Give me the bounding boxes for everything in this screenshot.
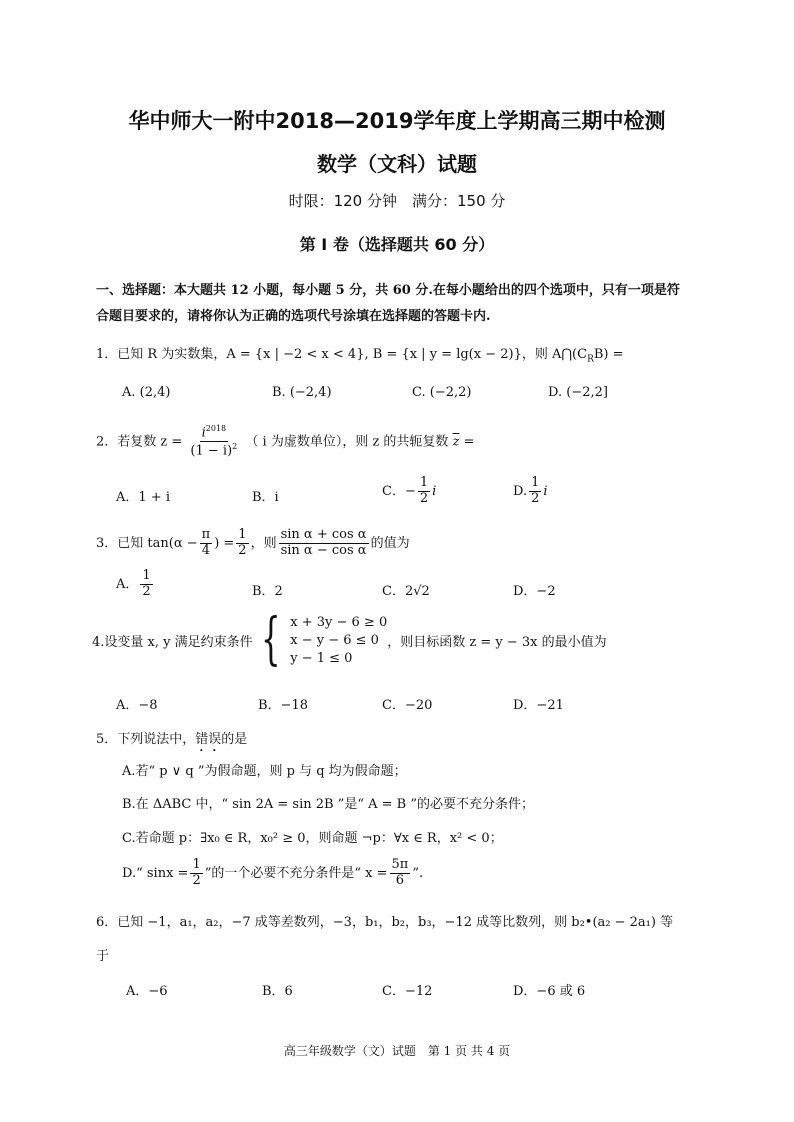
q3-option-d: D．−2 xyxy=(513,584,556,599)
q4-option-a: A．−8 xyxy=(116,698,158,713)
q3-frac-den: sin α − cos α xyxy=(280,542,367,558)
page-title: 华中师大一附中2018—2019学年度上学期高三期中检测 xyxy=(128,109,666,133)
q5-option-a: A.若“ p ∨ q ”为假命题，则 p 与 q 均为假命题； xyxy=(122,764,407,779)
q4-option-b: B．−18 xyxy=(258,698,308,713)
q1-option-b: B. (−2,4) xyxy=(272,385,332,400)
q6-option-a: A．−6 xyxy=(126,984,168,999)
q2-stem xyxy=(96,424,474,460)
q5-d-den2: 6 xyxy=(395,872,405,888)
q3-one: 1 xyxy=(238,527,247,542)
instructions-line1: 一、选择题：本大题共 12 小题，每小题 5 分，共 60 分.在每小题给出的四个选项中，只有一项是符 xyxy=(96,283,680,298)
q4-constraint-3: y − 1 ≤ 0 xyxy=(290,650,353,666)
q2-d-prefix: D. xyxy=(513,483,528,499)
q5-d-prefix: D.“ sinx = xyxy=(122,865,189,881)
q2-num: i xyxy=(201,425,206,441)
q6-stem-line2: 于 xyxy=(96,949,110,964)
q3-prefix: 3．已知 tan(α − xyxy=(96,535,198,551)
q1-option-a: A. (2,4) xyxy=(122,385,171,400)
q2-c-suffix: i xyxy=(432,483,437,499)
instructions-line2: 合题目要求的，请将你认为正确的选项代号涂填在选择题的答题卡内. xyxy=(96,309,491,324)
q5-option-b: B.在 ΔABC 中，“ sin 2A = sin 2B ”是“ A = B ”的必要不充分条件； xyxy=(122,797,534,812)
q5-d-mid: ”的一个必要不充分条件是“ x = xyxy=(204,865,388,881)
q4-option-c: C．−20 xyxy=(382,698,433,713)
q4-stem xyxy=(92,607,607,672)
q6-option-b: B．6 xyxy=(262,984,293,999)
q6-option-d: D．−6 或 6 xyxy=(513,984,586,999)
q2-suffix: （ i 为虚数单位），则 z 的共轭复数 xyxy=(245,434,449,450)
q2-option-c xyxy=(382,476,436,507)
q3-mid: ) = xyxy=(214,535,235,551)
page-subtitle: 数学（文科）试题 xyxy=(317,152,477,176)
q5-prefix: 5．下列说法中， xyxy=(96,732,196,747)
q4-constraint-1: x + 3y − 6 ≥ 0 xyxy=(290,614,388,630)
q2-den-exp: 2 xyxy=(232,442,238,452)
q3-option-c: C．2√2 xyxy=(382,584,430,599)
q4-option-d: D．−21 xyxy=(513,698,564,713)
q5-stem xyxy=(96,728,247,755)
q2-d-num: 1 xyxy=(531,475,540,490)
q3-a-num: 1 xyxy=(142,568,151,583)
q1-stem-end: B) = xyxy=(593,347,624,362)
q4-suffix: ，则目标函数 z = y − 3x 的最小值为 xyxy=(387,634,607,650)
q5-option-c: C.若命题 p：∃x₀ ∈ R，x₀² ≥ 0，则命题 ¬p：∀x ∈ R，x² < 0； xyxy=(122,831,503,846)
q4-constraint-system xyxy=(253,607,388,672)
q2-d-den: 2 xyxy=(531,490,540,506)
q5-option-d xyxy=(122,858,423,889)
q5-d-den1: 2 xyxy=(192,872,201,888)
q4-constraint-2: x − y − 6 ≤ 0 xyxy=(290,632,379,648)
q1-option-d: D. (−2,2] xyxy=(548,385,608,400)
q2-prefix: 2．若复数 z = xyxy=(96,434,183,450)
q2-eq: = xyxy=(463,434,475,450)
q5-d-num1: 1 xyxy=(192,857,201,872)
page-footer: 高三年级数学（文）试题 第 1 页 共 4 页 xyxy=(283,1044,511,1058)
q3-stem xyxy=(96,528,410,559)
q3-four: 4 xyxy=(201,542,211,558)
q2-option-d xyxy=(513,476,548,507)
q3-frac-num: sin α + cos α xyxy=(280,527,367,542)
section-heading: 第 I 卷（选择题共 60 分） xyxy=(299,235,495,254)
q5-suffix: 的是 xyxy=(221,732,248,747)
q2-num-exp: 2018 xyxy=(205,424,227,433)
q2-conj: $\overline{z}$ xyxy=(452,434,460,450)
q1-subscript: R xyxy=(587,354,594,365)
q6-option-c: C．−12 xyxy=(382,984,433,999)
q2-d-suffix: i xyxy=(543,483,548,499)
q2-fraction xyxy=(188,424,239,460)
q5-d-num2: 5π xyxy=(391,857,409,872)
q2-den: (1 − i) xyxy=(190,443,233,459)
q4-brace: { xyxy=(260,607,281,672)
q4-prefix: 4.设变量 x, y 满足约束条件 xyxy=(92,634,253,650)
q2-option-a: A．1 + i xyxy=(116,490,170,505)
q2-c-prefix: C．− xyxy=(382,483,416,499)
q1-stem xyxy=(96,343,624,365)
q3-suffix: 的值为 xyxy=(370,535,410,551)
time-info: 时限：120 分钟 满分：150 分 xyxy=(288,192,506,210)
q6-stem-line1: 6．已知 −1，a₁，a₂，−7 成等差数列，−3，b₁，b₂，b₃，−12 成等比数列，则 b₂•(a₂ − 2a₁) 等 xyxy=(96,915,674,930)
q5-d-suffix: ”. xyxy=(412,865,424,881)
q1-option-c: C. (−2,2) xyxy=(412,385,472,400)
q2-c-num: 1 xyxy=(419,475,429,490)
q2-option-b: B．i xyxy=(252,490,279,505)
q2-c-den: 2 xyxy=(419,490,429,506)
q3-two: 2 xyxy=(238,542,247,558)
q3-option-a xyxy=(116,569,155,600)
q3-a-den: 2 xyxy=(142,583,151,599)
q1-stem-text: 1．已知 R 为实数集，A = {x | −2 < x < 4}, B = {x | y = lg(x − 2)}，则 A⋂(C xyxy=(96,347,588,362)
q3-pi: π xyxy=(201,527,211,542)
q3-a-prefix: A． xyxy=(116,576,139,592)
q5-emphasis: 错误 xyxy=(195,732,222,747)
q3-option-b: B．2 xyxy=(252,584,283,599)
q3-then: ，则 xyxy=(250,535,277,551)
